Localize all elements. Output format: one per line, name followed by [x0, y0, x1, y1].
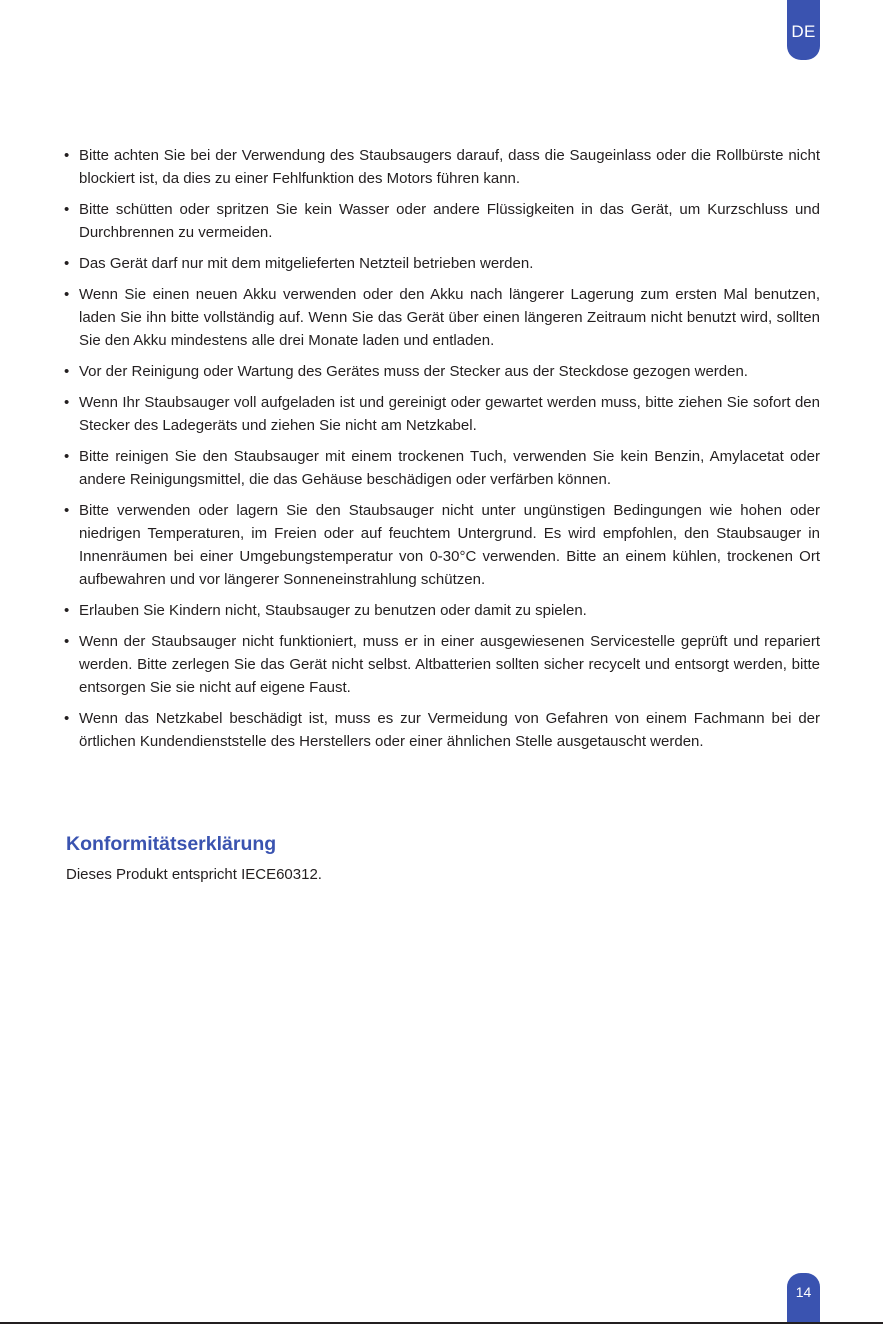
safety-note-text: Wenn Sie einen neuen Akku verwenden oder den Akku nach längerer Lagerung zum ersten Mal benutzen, laden Sie ihn bitte vollständig auf. Wenn Sie das Gerät über einen längeren Zeitraum nicht benutzt wird, sollten Sie den Akku mindestens alle drei Monate laden und entladen.: [79, 286, 820, 349]
safety-note-item: [63, 445, 820, 491]
conformity-section: [66, 830, 766, 886]
safety-note-item: [63, 283, 820, 352]
language-tab: [787, 0, 820, 60]
safety-note-item: [63, 360, 820, 383]
page-number-tab: [787, 1273, 820, 1324]
safety-note-text: Wenn das Netzkabel beschädigt ist, muss es zur Vermeidung von Gefahren von einem Fachmann bei der örtlichen Kundendienststelle des Herstellers oder einer ähnlichen Stelle ausgetauscht werden.: [79, 710, 820, 750]
safety-note-text: Das Gerät darf nur mit dem mitgelieferten Netzteil betrieben werden.: [79, 255, 534, 272]
page-number: 14: [795, 1284, 812, 1300]
bullet-icon: •: [64, 710, 70, 727]
safety-note-item: [63, 499, 820, 591]
bullet-icon: •: [64, 286, 70, 303]
bullet-icon: •: [64, 394, 70, 411]
language-tab-label: DE: [791, 22, 816, 41]
bullet-icon: •: [64, 363, 70, 380]
safety-note-item: [63, 252, 820, 275]
safety-note-text: Bitte achten Sie bei der Verwendung des Staubsaugers darauf, dass die Saugeinlass oder die Rollbürste nicht blockiert ist, da dies zu einer Fehlfunktion des Motors führen kann.: [79, 147, 820, 187]
safety-note-text: Bitte reinigen Sie den Staubsauger mit einem trockenen Tuch, verwenden Sie kein Benzin, Amylacetat oder andere Reinigungsmittel, die das Gehäuse beschädigen oder verfärben können.: [79, 448, 820, 488]
bullet-icon: •: [64, 633, 70, 650]
safety-notes-list: [63, 144, 820, 753]
safety-note-item: [63, 144, 820, 190]
bullet-icon: •: [64, 255, 70, 272]
bullet-icon: •: [64, 502, 70, 519]
safety-note-text: Wenn der Staubsauger nicht funktioniert, muss er in einer ausgewiesenen Servicestelle geprüft und repariert werden. Bitte zerlegen Sie das Gerät nicht selbst. Altbatterien sollten sicher recycelt und entsorgt werden, bitte entsorgen Sie sie nicht auf eigene Faust.: [79, 633, 820, 696]
safety-note-item: [63, 198, 820, 244]
conformity-text: Dieses Produkt entspricht IECE60312.: [66, 866, 322, 883]
safety-note-item: [63, 630, 820, 699]
bullet-icon: •: [64, 201, 70, 218]
conformity-heading: Konformitätserklärung: [66, 833, 277, 855]
safety-note-item: [63, 391, 820, 437]
bullet-icon: •: [64, 448, 70, 465]
safety-note-text: Wenn Ihr Staubsauger voll aufgeladen ist und gereinigt oder gewartet werden muss, bitte ziehen Sie sofort den Stecker des Ladegeräts und ziehen Sie nicht am Netzkabel.: [79, 394, 820, 434]
safety-note-text: Bitte schütten oder spritzen Sie kein Wasser oder andere Flüssigkeiten in das Gerät, um Kurzschluss und Durchbrennen zu vermeiden.: [79, 201, 820, 241]
safety-note-text: Vor der Reinigung oder Wartung des Gerätes muss der Stecker aus der Steckdose gezogen werden.: [79, 363, 748, 380]
safety-note-item: [63, 707, 820, 753]
safety-note-text: Erlauben Sie Kindern nicht, Staubsauger zu benutzen oder damit zu spielen.: [79, 602, 587, 619]
safety-notes-section: [63, 144, 820, 761]
bullet-icon: •: [64, 602, 70, 619]
safety-note-item: [63, 599, 820, 622]
bullet-icon: •: [64, 147, 70, 164]
safety-note-text: Bitte verwenden oder lagern Sie den Staubsauger nicht unter ungünstigen Bedingungen wie hohen oder niedrigen Temperaturen, im Freien oder auf feuchtem Untergrund. Es wird empfohlen, den Staubsauger in Innenräumen bei einer Umgebungstemperatur von 0-30°C verwenden. Bitte an einem kühlen, trockenen Ort aufbewahren und vor längerer Sonneneinstrahlung schützen.: [79, 502, 820, 588]
